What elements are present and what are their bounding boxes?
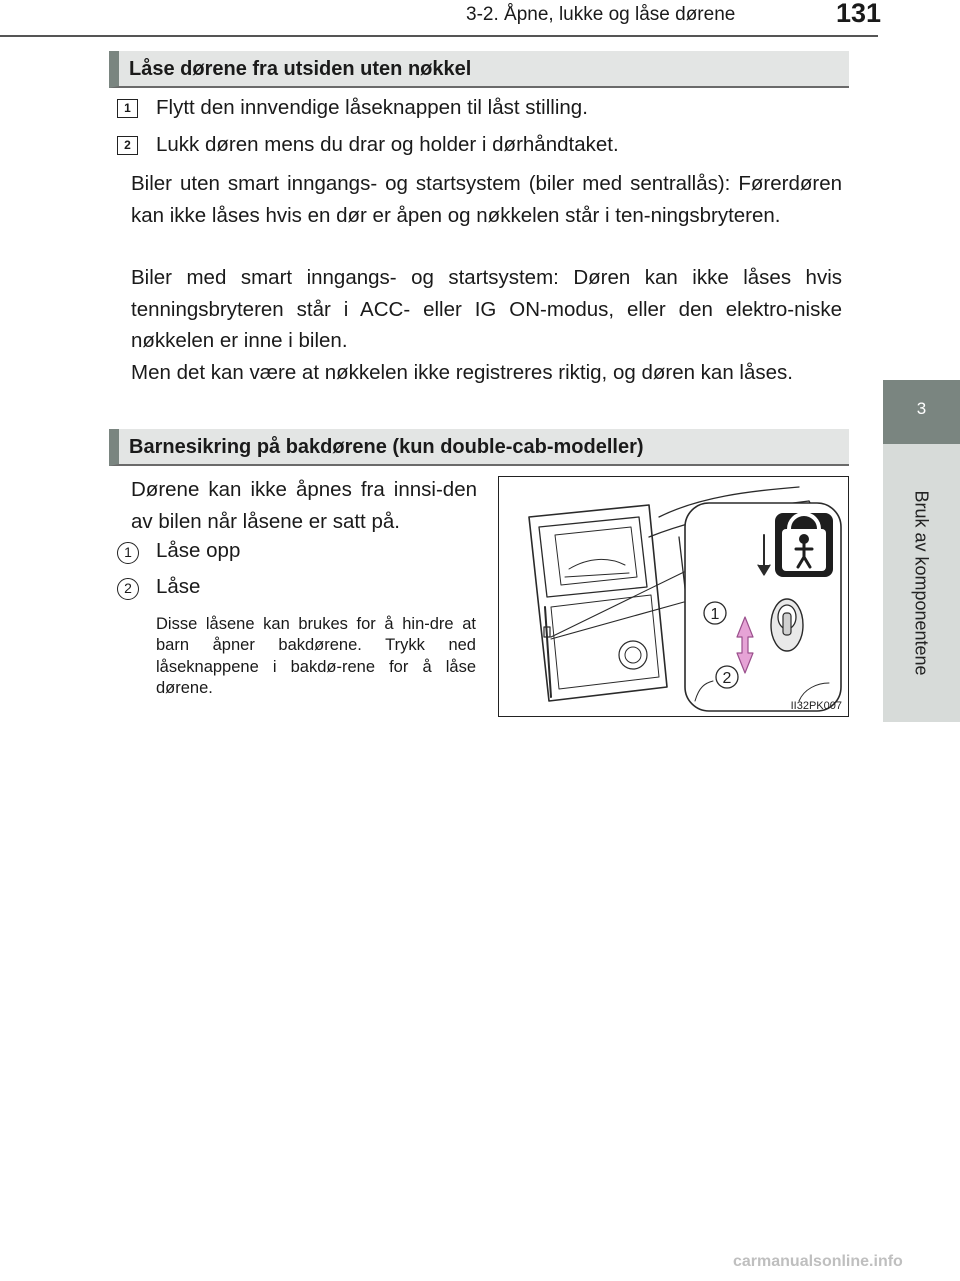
item-text-lock: Låse <box>156 575 201 598</box>
step-number-box: 2 <box>117 136 138 155</box>
item-number-circle: 1 <box>117 542 139 564</box>
child-lock-intro: Dørene kan ikke åpnes fra innsi-den av bilen når låsene er satt på. <box>131 478 477 533</box>
chapter-number: 3 <box>916 399 927 418</box>
item-number-circle: 2 <box>117 578 139 600</box>
paragraph-text: Biler med smart inngangs- og startsystem: Døren kan ikke låses hvis tenningsbryteren står i ACC- eller IG ON-modus, eller den elektro-niske nøkkelen er inne i bilen. <box>131 266 842 352</box>
running-header: 3-2. Åpne, lukke og låse dørene <box>466 4 736 25</box>
child-lock-illustration <box>498 476 849 717</box>
paragraph-text: Biler uten smart inngangs- og startsystem (biler med sentrallås): Førerdøren kan ikke låses hvis en dør er åpen og nøkkelen står i ten-ningsbryteren. <box>131 172 842 227</box>
door-drawing <box>499 477 847 715</box>
paragraph-text: Men det kan være at nøkkelen ikke registreres riktig, og døren kan låses. <box>131 360 793 384</box>
paragraph-smart-entry <box>131 262 842 388</box>
header-rule <box>0 35 878 37</box>
section-heading-text: Låse dørene fra utsiden uten nøkkel <box>129 58 472 80</box>
item-text-unlock: Låse opp <box>156 539 241 562</box>
section-heading-child-lock <box>109 429 849 466</box>
callout-2: 2 <box>722 670 732 687</box>
step-number-box: 1 <box>117 99 138 118</box>
watermark: carmanualsonline.info <box>733 1253 903 1270</box>
section-heading-lock-without-key <box>109 51 849 88</box>
callout-1: 1 <box>710 606 720 623</box>
paragraph-no-smart-entry <box>131 168 842 231</box>
step-text: Flytt den innvendige låseknappen til låst stilling. <box>156 96 588 119</box>
child-lock-note: Disse låsene kan brukes for å hin-dre at barn åpner bakdørene. Trykk ned låseknappene i bakdø-rene for å låse dørene. <box>156 615 476 697</box>
chapter-label: Bruk av komponentene <box>911 490 932 676</box>
page-number: 131 <box>836 0 882 28</box>
step-text: Lukk døren mens du drar og holder i dørhåndtaket. <box>156 133 619 156</box>
section-heading-text: Barnesikring på bakdørene (kun double-cab-modeller) <box>129 436 644 458</box>
figure-code: II32PK007 <box>790 700 842 712</box>
